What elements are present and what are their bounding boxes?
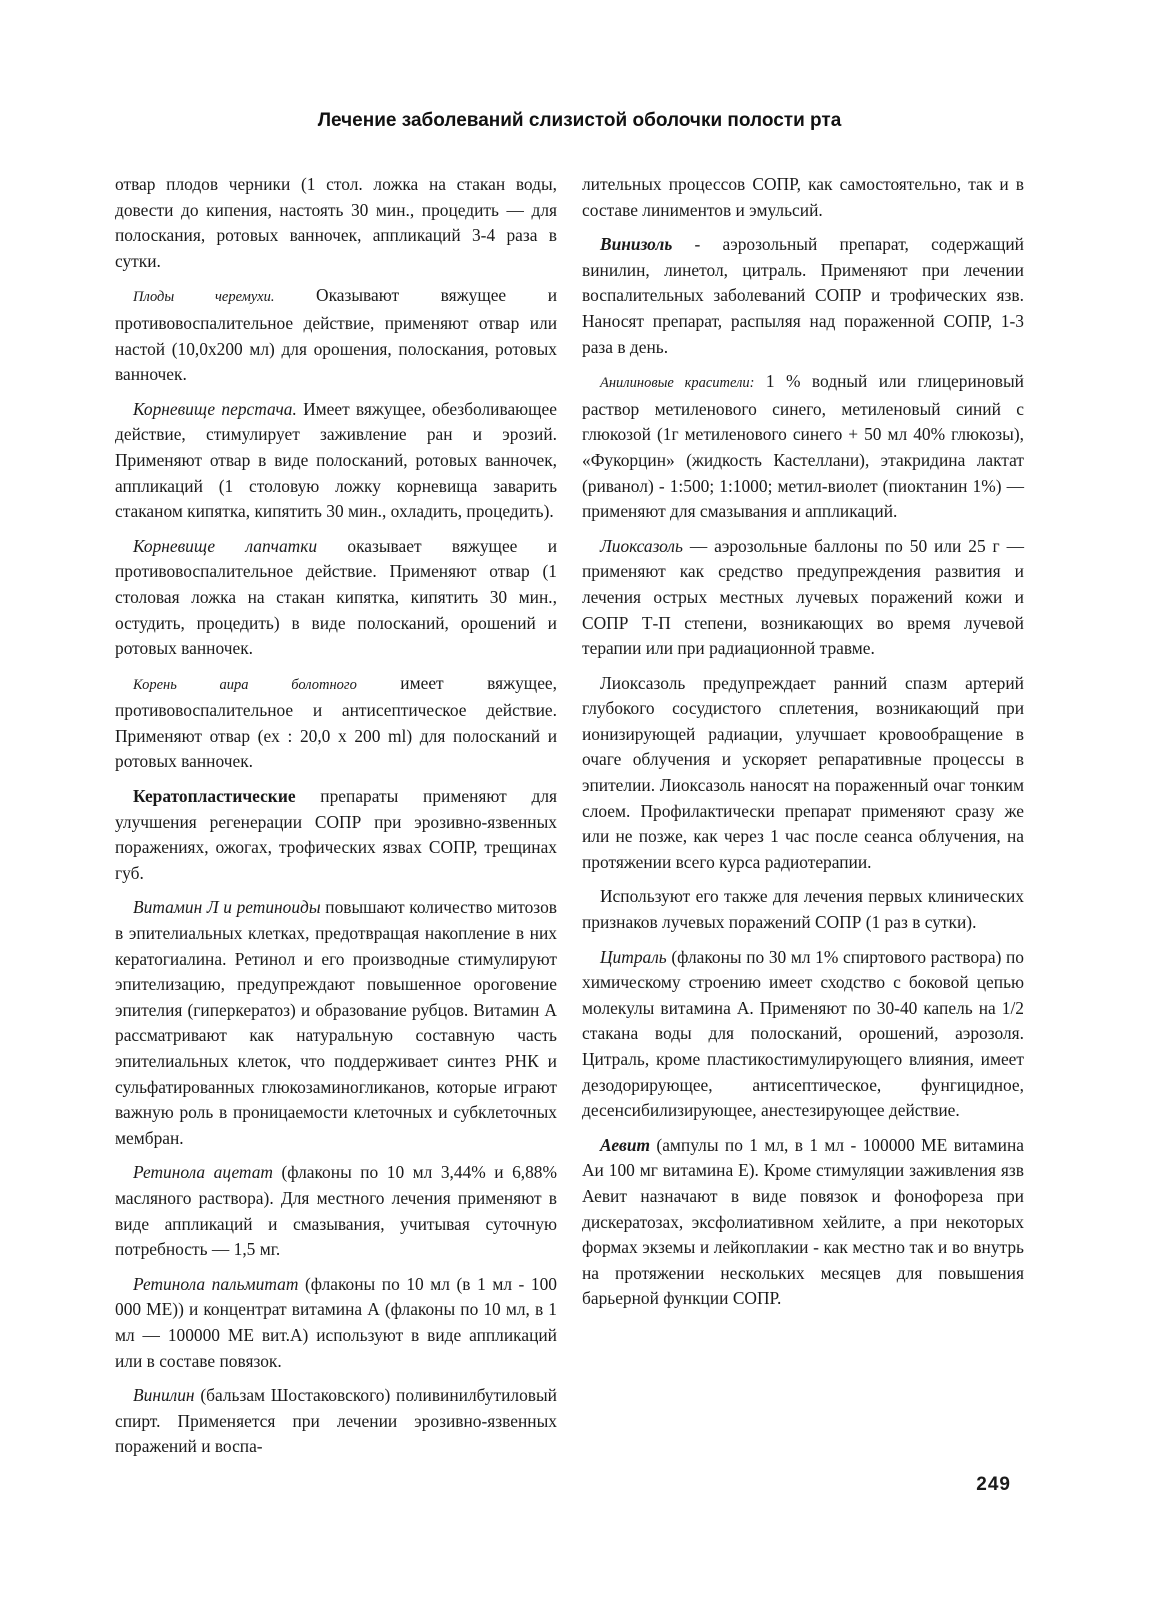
paragraph: Кератопластические препараты применяют для улучшения регенерации СОПР при эрозивно-язвенных поражениях, ожогах, трофических язвах СОПР, трещинах губ. [115, 786, 557, 883]
term: Корневище лапчатки [133, 535, 318, 556]
term: Винилин [133, 1385, 195, 1406]
paragraph: Винилин (бальзам Шостаковского) поливинилбутиловый спирт. Применяется при лечении эрозивно-язвенных поражений и воспа- [115, 1385, 557, 1457]
term: Корневище перстача. [133, 398, 297, 419]
paragraph: Лиоксазоль — аэрозольные баллоны по 50 или 25 г — применяют как средство предупреждения развития и лечения острых местных лучевых поражений кожи и СОПР Т-П степени, возникающих во время лучевой терапии или при радиационной травме. [582, 535, 1024, 659]
term: Витамин Л и ретиноиды [133, 897, 321, 918]
paragraph: Используют его также для лечения первых клинических признаков лучевых поражений СОПР (1 раз в сутки). [582, 886, 1024, 933]
paragraph: Плоды черемухи. Оказывают вяжущее и противовоспалительное действие, применяют отвар или настой (10,0x200 мл) для орошения, полоскания, ротовых ванночек. [115, 285, 557, 385]
paragraph: Корневище лапчатки оказывает вяжущее и противовоспалительное действие. Применяют отвар (1 столовая ложка на стакан кипятка, кипятить 30 мин., остудить, процедить) в виде полосканий, орошений и ротовых ванночек. [115, 535, 558, 659]
paragraph: Витамин Л и ретиноиды повышают количество митозов в эпителиальных клетках, предотвращая накопление в них кератогиалина. Ретинол и его производные стимулируют эпителизацию, предупреждают повышенное ороговение эпителия (гиперкератоз) и образование рубцов. Витамин А рассматривают как натуральную составную часть эпителиальных клеток, что поддерживает синтез РНК и сульфатированных глюкозаминогликанов, которые играют важную роль в проницаемости клеточных и субклеточных мембран. [115, 897, 557, 1148]
term: Кератопластические [133, 786, 296, 807]
term: Цитраль [600, 946, 667, 967]
paragraph: Корневище перстача. Имеет вяжущее, обезболивающее действие, стимулирует заживление ран и эрозий. Применяют отвар в виде полосканий, ротовых ванночек, аппликаций (1 столовую ложку корневища заварить стаканом кипятка, кипятить 30 мин., охладить, процедить). [115, 398, 557, 522]
page-number: 249 [976, 1474, 1011, 1495]
term: Анилиновые красители: [600, 375, 755, 392]
paragraph: Корень аира болотного имеет вяжущее, противовоспалительное и антисептическое действие. Применяют отвар (ex : 20,0 x 200 ml) для полосканий и ротовых ванночек. [115, 672, 557, 772]
term: Аевит [600, 1134, 651, 1155]
paragraph: Ретинола ацетат (флаконы по 10 мл 3,44% и 6,88% масляного раствора). Для местного лечения применяют в виде аппликаций и смазывания, учитывая суточную потребность — 1,5 мг. [115, 1162, 557, 1260]
paragraph: отвар плодов черники (1 стол. ложка на стакан воды, довести до кипения, настоять 30 мин., процедить — для полоскания, ротовых ванночек, аппликаций 3-4 раза в сутки. [115, 174, 557, 271]
paragraph: Аевит (ампулы по 1 мл, в 1 мл - 100000 ME витамина Аи 100 мг витамина Е). Кроме стимуляции заживления язв Аевит назначают в виде повязок и фонофореза при дискератозах, эксфолиативном хейлите, а при некоторых формах экземы и лейкоплакии - как местно так и во внутрь на протяжении нескольких месяцев для повышения барьерной функции СОПР. [582, 1134, 1024, 1309]
term: Ретинола ацетат [133, 1162, 273, 1183]
paragraph: лительных процессов СОПР, как самостоятельно, так и в составе линиментов и эмульсий. [582, 174, 1024, 220]
paragraph: Цитраль (флаконы по 30 мл 1% спиртового раствора) по химическому строению имеет сходство с боковой цепью молекулы витамина А. Применяют по 30-40 капель на 1/2 стакана воды для полосканий, орошений, аэрозоля. Цитраль, кроме пластикостимулирующего влияния, имеет дезодорирующее, антисептическое, фунгицидное, десенсибилизирующее, анестезирующее действие. [582, 946, 1024, 1121]
term: Ретинола пальмитат [133, 1273, 299, 1294]
paragraph: Анилиновые красители: 1 % водный или глицериновый раствор метиленового синего, метиленовый синий с глюкозой (1г метиленового синего + 50 мл 40% глюкозы), «Фукорцин» (жидкость Кастеллани), этакридина лактат (риванол) - 1:500; 1:1000; метил-виолет (пиоктанин 1%) — применяют для смазывания и аппликаций. [582, 371, 1024, 522]
term: Плоды черемухи. [133, 289, 275, 306]
term: Корень аира болотного [133, 676, 357, 693]
term: Лиоксазоль [600, 535, 683, 556]
term: Винизоль [600, 234, 673, 255]
page-header: Лечение заболеваний слизистой оболочки полости рта [317, 110, 842, 131]
paragraph: Винизоль - аэрозольный препарат, содержащий винилин, линетол, цитраль. Применяют при лечении воспалительных заболеваний СОПР и трофических язв. Наносят препарат, распыляя над пораженной СОПР, 1-3 раза в день. [582, 234, 1024, 357]
paragraph: Лиоксазоль предупреждает ранний спазм артерий глубокого сосудистого сплетения, возникающий при ионизирующей радиации, улучшает кровообращение в очаге облучения и ускоряет репаративные процессы в эпителии. Лиоксазоль наносят на пораженный очаг тонким слоем. Профилактически препарат применяют сразу же или не позже, как через 1 час после сеанса облучения, на протяжении всего курса радиотерапии. [582, 672, 1024, 872]
paragraph: Ретинола пальмитат (флаконы по 10 мл (в 1 мл - 100 000 ME)) и концентрат витамина А (флаконы по 10 мл, в 1 мл — 100000 ME вит.А) используют в виде аппликаций или в составе повязок. [115, 1273, 557, 1371]
right-column [582, 172, 1024, 1321]
left-column [115, 172, 557, 1469]
